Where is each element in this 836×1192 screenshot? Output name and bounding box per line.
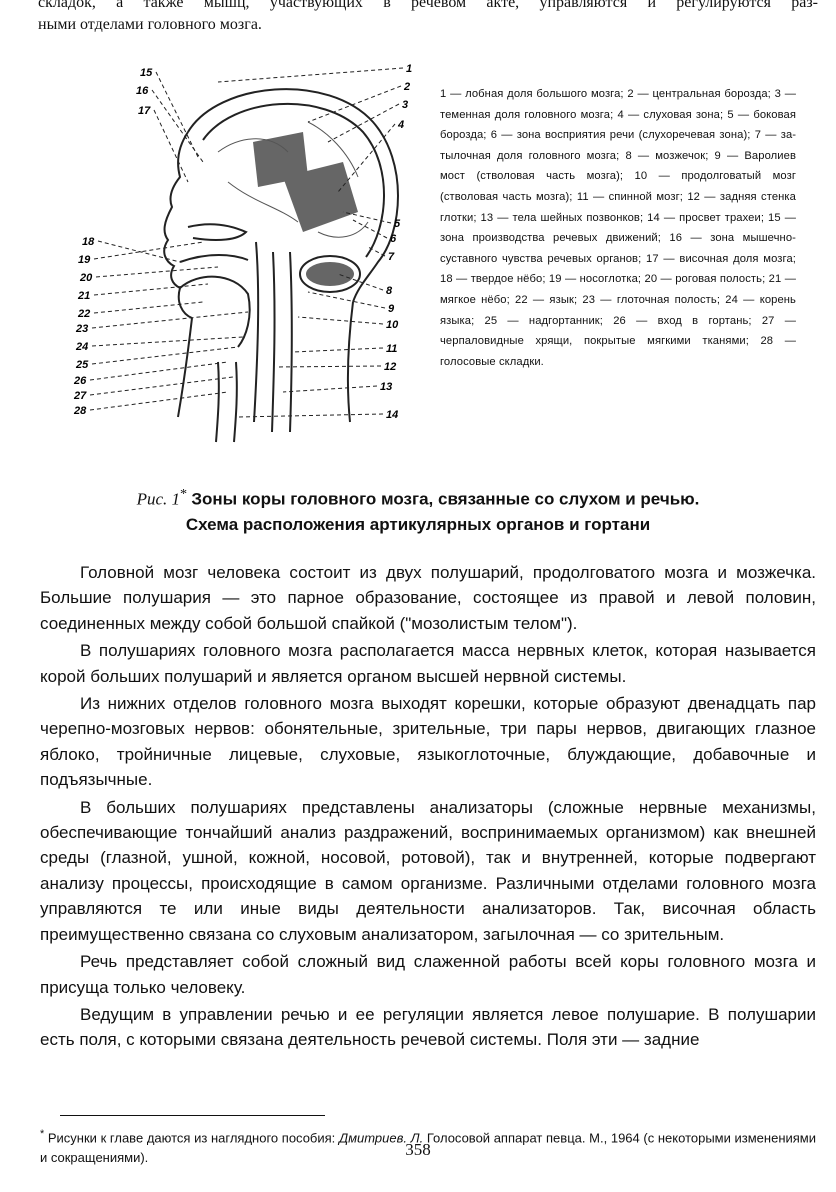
figure-leader-right	[308, 292, 385, 308]
figure-label-right: 2	[404, 81, 411, 93]
paragraph-1: Головной мозг человека состоит из двух полушарий, продолговатого мозга и мозжечка. Большие полушария — это парное образование, состоящее из правой и левой половин, соединенных между собой большой спайкой ("мозолистым телом").	[40, 563, 816, 633]
paragraph-6: Ведущим в управлении речью и ее регуляции является левое полушарие. В полушарии есть поля, с которыми связана деятельность речевой системы. Поля эти — задние	[40, 1004, 816, 1050]
paragraph-2: В полушариях головного мозга располагается масса нервных клеток, которая называется корой больших полушарий и является органом высшей нервной системы.	[40, 641, 816, 686]
footnote-text-after: Голосовой аппарат певца. М., 1964 (с некоторыми изменениями и сокращениями).	[40, 1130, 817, 1166]
figure-label-right: 3	[402, 99, 409, 111]
hard-palate	[180, 255, 248, 262]
head-section-drawing	[68, 62, 418, 452]
top-line-1: складок, а также мышц, участвующих в речевом акте, управляются и регулируются раз-	[38, 0, 818, 11]
figure-label-right: 1	[406, 63, 413, 75]
figure-label-right: 6	[390, 233, 397, 245]
figure-leader-right	[218, 68, 403, 82]
figure-leader-left	[156, 72, 198, 157]
paragraph-5: Речь представляет собой сложный вид слаженной работы всей коры головного мозга и присуща только человеку.	[40, 952, 816, 997]
figure-label-left: 16	[136, 85, 149, 97]
figure-leader-left	[94, 302, 203, 313]
figure-leader-left	[90, 362, 228, 380]
footnote-author: Дмитриев. Л.	[338, 1130, 424, 1146]
figure-label-left: 22	[78, 308, 91, 320]
figure-leader-right	[298, 317, 383, 324]
footnote-divider	[60, 1115, 325, 1116]
figure-leader-left	[92, 312, 248, 328]
caption-star: *	[180, 486, 188, 502]
figure-leader-left	[154, 110, 188, 182]
figure-leader-left	[92, 337, 243, 346]
figure-label-left: 26	[74, 375, 87, 387]
nasal-cavity	[188, 224, 246, 240]
page-number: 358	[405, 1140, 431, 1159]
footnote-text-before: Рисунки к главе даются из наглядного пособия:	[44, 1130, 339, 1146]
figure-legend: 1 — лобная доля большого мозга; 2 — центральная борозда; 3 — теменная доля головного мозга; 4 — слуховая зона; 5 — боковая борозда; 6 — зона восприятия речи (слухоречевая зона); 7 — затылочная доля головного мозга; 8 — мозжечок; 9 — Варолиев мост (стволовая часть мозга); 10 — продолговатый мозг (стволовая часть мозга); 11 — спинной мозг; 12 — задняя стенка глотки; 13 — тела шейных позвонков; 14 — просвет трахеи; 15 — зона производства речевых движений; 16 — зона мышечно-суставного чувства речевых органов; 17 — височная доля мозга; 18 — твердое нёбо; 19 — носоглотка; 20 — роговая полость; 21 — мягкое нёбо; 22 — язык; 23 — глоточная полость; 24 — корень языка; 25 — надгортанник; 26 — вход в гортань; 27 — черпаловидные хрящи, покрытые мягкими тканями; 28 — голосовые складки.	[440, 88, 796, 368]
figure-label-left: 23	[76, 323, 89, 335]
figure-label-right: 12	[384, 361, 397, 373]
paragraph-3: Из нижних отделов головного мозга выходят корешки, которые образуют двенадцать пар черепно-мозговых нервов: обонятельные, зрительные, три пары нервов, двигающих глазное яблоко, тройничные лицевые, слуховые, языкоглоточные, блуждающие, добавочные и подъязычные.	[40, 694, 816, 790]
neck-front	[178, 318, 192, 417]
body-text	[40, 560, 816, 1055]
figure-leader-right	[293, 348, 383, 352]
spine-front	[272, 252, 275, 432]
trachea	[216, 362, 219, 442]
figure-leader-left	[90, 377, 233, 395]
figure-leader-left	[92, 347, 238, 364]
caption-title-line2: Схема расположения артикулярных органов и гортани	[185, 514, 651, 534]
face-profile	[164, 132, 192, 318]
cerebellum-fill	[306, 262, 354, 286]
figure-label-right: 4	[398, 119, 405, 131]
figure-label-right: 9	[388, 303, 395, 315]
top-line-2: ными отделами головного мозга.	[38, 16, 262, 33]
caption-title-line1: Зоны коры головного мозга, связанные со слухом и речью.	[191, 489, 700, 509]
anatomy-figure	[68, 62, 418, 452]
figure-leader-right	[238, 414, 383, 417]
paragraph-4: В больших полушариях представлены анализаторы (сложные нервные механизмы, обеспечивающие тончайший анализ раздражений, воспринимаемых организмом) как внешней среды (глазной, ушной, кожной, носовой, ротовой), так и внутренней, которые подвергают анализу процессы, происходящие в самом организме. Различными отделами головного мозга управляются те или иные виды деятельности анализаторов. Так, височная область преимущественно связана со слуховым анализатором, загылочная — со зрительным.	[40, 797, 816, 944]
figure-label-left: 17	[138, 105, 151, 117]
figure-label-left: 18	[82, 236, 95, 248]
figure-leader-left	[90, 392, 228, 410]
caption-label: Рис. 1	[136, 489, 181, 509]
figure-caption	[0, 482, 836, 537]
pharynx-wall	[254, 242, 258, 422]
figure-label-left: 15	[140, 67, 153, 79]
figure-label-left: 25	[76, 359, 89, 371]
figure-label-left: 24	[76, 341, 89, 353]
figure-leader-right	[308, 86, 401, 122]
figure-label-left: 27	[74, 390, 87, 402]
figure-label-right: 5	[394, 218, 401, 230]
figure-label-right: 13	[380, 381, 393, 393]
top-text-block	[38, 0, 818, 36]
figure-leader-right	[283, 386, 377, 392]
figure-leader-left	[94, 242, 203, 259]
footnote-star: *	[40, 1128, 45, 1140]
trachea-2	[234, 362, 237, 442]
figure-label-left: 21	[78, 290, 91, 302]
figure-leader-left	[96, 267, 218, 277]
figure-label-right: 14	[386, 409, 399, 421]
figure-label-right: 7	[388, 251, 395, 263]
figure-label-right: 11	[386, 343, 398, 355]
figure-label-right: 8	[386, 285, 393, 297]
figure-leader-left	[152, 90, 203, 162]
figure-label-left: 20	[80, 272, 93, 284]
figure-label-left: 19	[78, 254, 91, 266]
neck-back	[348, 302, 353, 422]
figure-label-left: 28	[74, 405, 87, 417]
spine-back	[290, 252, 292, 432]
figure-label-right: 10	[386, 319, 399, 331]
figure-leader-left	[94, 284, 208, 295]
